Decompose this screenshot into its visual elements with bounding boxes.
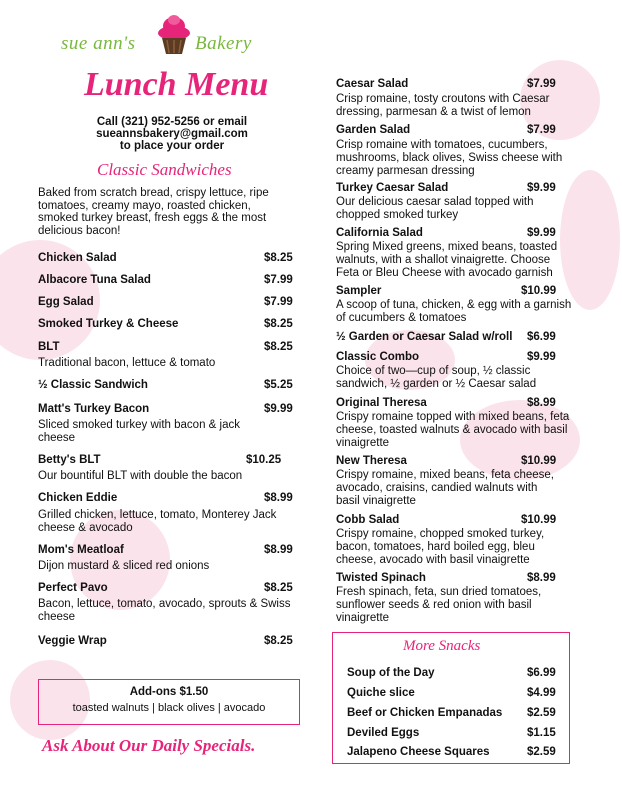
sandwich-name: BLT [38,341,60,353]
snacks-box [332,632,570,764]
addons-list: toasted walnuts | black olives | avocado [72,702,266,714]
sandwich-price: $8.25 [264,582,293,594]
salad-name: Garden Salad [336,124,411,136]
snack-price: $6.99 [527,667,556,679]
intro-line: Baked from scratch bread, crispy lettuce, ripe [38,187,269,199]
sandwich-price: $8.25 [264,318,293,330]
salad-desc: avocado, craisins, candied walnuts with [336,482,538,494]
salad-desc: mushrooms, black olives, Swiss cheese with [336,152,563,164]
salad-desc: sandwich, ½ garden or ½ Caesar salad [336,378,537,390]
sandwich-desc: Grilled chicken, lettuce, tomato, Monterey Jack [38,509,277,521]
salad-price: $6.99 [527,331,556,343]
intro-line: delicious bacon! [38,225,121,238]
salad-price: $10.99 [521,285,557,297]
snack-price: $4.99 [527,687,556,699]
intro-line: smoked turkey breast, fresh eggs & the most [38,212,267,225]
salad-name: Caesar Salad [336,78,409,90]
sandwich-price: $7.99 [264,296,293,308]
sandwich-price: $8.99 [264,492,293,504]
salad-desc: chopped smoked turkey [336,209,459,221]
sandwich-name: Betty's BLT [38,454,101,466]
salad-name: Cobb Salad [336,514,400,526]
sandwich-desc: cheese [38,611,76,623]
sandwich-price: $8.25 [264,252,293,264]
snack-price: $1.15 [527,727,556,739]
salad-name: Classic Combo [336,351,420,363]
salad-desc: Crispy romaine topped with mixed beans, feta [336,411,570,423]
cupcake-logo-icon [154,12,194,56]
salad-desc: vinaigrette [336,612,390,624]
sandwich-name: Egg Salad [38,296,94,308]
salad-desc: A scoop of tuna, chicken, & egg with a garnish [336,299,572,311]
sandwich-desc: Sliced smoked turkey with bacon & jack [38,419,240,431]
logo-text-left: sue ann's [61,33,136,54]
salad-name: Original Theresa [336,397,427,409]
addons-box [38,679,300,725]
salad-price: $10.99 [521,455,557,467]
sandwiches-intro [38,187,298,238]
sandwich-price: $7.99 [264,274,293,286]
salad-desc: Crispy romaine, mixed beans, feta cheese, [336,469,554,481]
intro-line: tomatoes, creamy mayo, roasted chicken, [38,199,251,212]
sandwich-name: Matt's Turkey Bacon [38,403,150,415]
snack-price: $2.59 [527,707,556,719]
daily-specials-note: Ask About Our Daily Specials. [42,736,256,755]
salad-desc: bacon, tomatoes, hard boiled egg, bleu [336,541,535,553]
sandwich-price: $9.99 [264,403,293,415]
sandwich-desc: Dijon mustard & sliced red onions [38,560,210,572]
salad-desc: dressing, parmesan & a twist of lemon [336,106,531,118]
sandwich-price: $8.25 [264,341,293,353]
salad-desc: Spring Mixed greens, mixed beans, toasted [336,241,558,253]
salad-desc: sunflower seeds & red onion with basil [336,599,532,611]
salad-price: $7.99 [527,124,556,136]
sandwich-price: $5.25 [264,379,293,391]
sandwich-name: Chicken Salad [38,252,117,264]
contact-line-phone: Call (321) 952-5256 or email [96,116,248,128]
salad-desc: Crisp romaine, tosty croutons with Caesar [336,93,550,105]
salad-desc: vinaigrette [336,437,390,449]
sandwich-desc: cheese & avocado [38,522,133,534]
salad-price: $9.99 [527,182,556,194]
salad-price: $10.99 [521,514,557,526]
snack-name: Soup of the Day [347,667,435,679]
snacks-heading: More Snacks [403,638,481,654]
sandwich-price: $8.99 [264,544,293,556]
sandwich-name: ½ Classic Sandwich [38,379,148,391]
salad-price: $8.99 [527,397,556,409]
salad-name: Sampler [336,285,382,297]
sandwich-desc: Our bountiful BLT with double the bacon [38,470,243,482]
salad-price: $7.99 [527,78,556,90]
sandwich-price: $10.25 [246,454,282,466]
salad-desc: walnuts, with a shallot vinaigrette. Choose [336,254,551,266]
salad-desc: Crisp romaine with tomatoes, cucumbers, [336,139,548,151]
salad-desc: creamy parmesan dressing [336,165,475,177]
salad-desc: basil vinaigrette [336,495,416,507]
sandwich-desc: cheese [38,432,76,444]
sandwich-name: Albacore Tuna Salad [38,274,151,286]
snack-name: Beef or Chicken Empanadas [347,707,503,719]
salad-name: Turkey Caesar Salad [336,182,449,194]
addons-title: Add-ons $1.50 [129,686,209,698]
logo-text-right: Bakery [195,33,252,54]
snack-name: Deviled Eggs [347,727,420,739]
salad-name: New Theresa [336,455,407,467]
salad-name: Twisted Spinach [336,572,426,584]
sandwich-price: $8.25 [264,635,293,647]
sandwich-name: Chicken Eddie [38,492,118,504]
sandwich-desc: Traditional bacon, lettuce & tomato [38,357,216,369]
salad-desc: cheese, toasted walnuts & avocado with basil [336,424,568,436]
salad-desc: cheese, avocado with basil vinaigrette [336,554,530,566]
sandwich-name: Veggie Wrap [38,635,107,647]
snack-name: Quiche slice [347,687,415,699]
sandwich-desc: Bacon, lettuce, tomato, avocado, sprouts & Swiss [38,598,291,610]
salad-price: $9.99 [527,227,556,239]
sandwiches-heading: Classic Sandwiches [97,160,232,179]
sandwich-name: Perfect Pavo [38,582,108,594]
salad-desc: Feta or Bleu Cheese with avocado garnish [336,267,553,279]
snack-name: Jalapeno Cheese Squares [347,746,490,758]
salad-price: $8.99 [527,572,556,584]
salad-desc: Our delicious caesar salad topped with [336,196,534,208]
salad-desc: Crispy romaine, chopped smoked turkey, [336,528,545,540]
salad-price: $9.99 [527,351,556,363]
salad-desc: Fresh spinach, feta, sun dried tomatoes, [336,586,542,598]
salad-name: California Salad [336,227,423,239]
page-title: Lunch Menu [84,66,269,103]
salad-desc: Choice of two—cup of soup, ½ classic [336,365,531,377]
contact-line-email: sueannsbakery@gmail.com [96,128,248,140]
contact-line-order: to place your order [119,140,225,152]
salad-name: ½ Garden or Caesar Salad w/roll [336,331,513,343]
sandwich-name: Smoked Turkey & Cheese [38,318,179,330]
salad-desc: of cucumbers & tomatoes [336,312,467,324]
sandwich-name: Mom's Meatloaf [38,544,124,556]
snack-price: $2.59 [527,746,556,758]
